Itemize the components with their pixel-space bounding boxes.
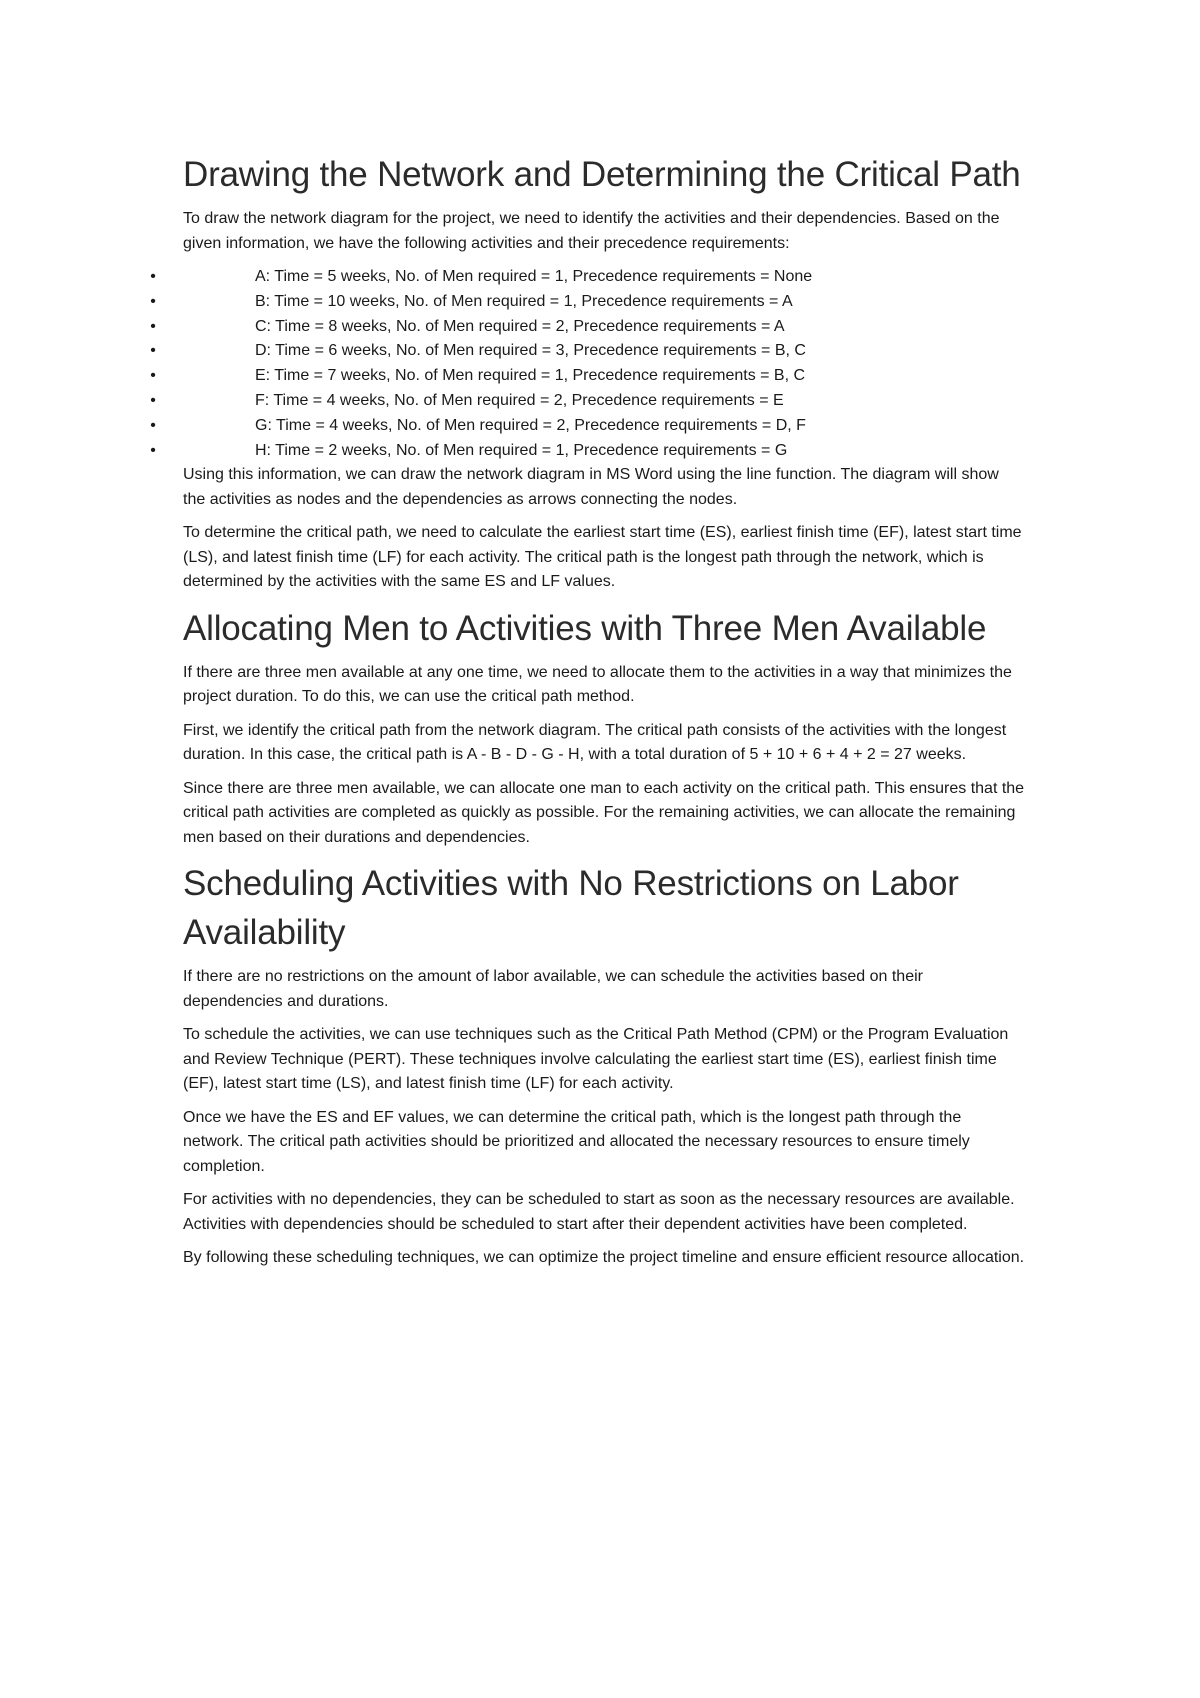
section-heading-allocating-men: Allocating Men to Activities with Three Men Available: [183, 608, 987, 648]
paragraph: First, we identify the critical path from the network diagram. The critical path consists of the activities with the longest duration. In this case, the critical path is A - B - D - G - H, with a total duration of 5 + 10 + 6 + 4 + 2 = 27 weeks.: [183, 721, 1007, 764]
list-item: • E: Time = 7 weeks, No. of Men required = 1, Precedence requirements = B, C: [183, 364, 1025, 389]
paragraph: If there are three men available at any one time, we need to allocate them to the activities in a way that minimizes the project duration. To do this, we can use the critical path method.: [183, 663, 1012, 706]
paragraph: Using this information, we can draw the network diagram in MS Word using the line function. The diagram will show the activities as nodes and the dependencies as arrows connecting the nodes.: [183, 466, 999, 508]
bullet-icon: •: [150, 342, 156, 360]
bullet-icon: •: [150, 416, 156, 434]
paragraph: By following these scheduling techniques, we can optimize the project timeline and ensure efficient resource allocation.: [183, 1249, 1025, 1267]
paragraph: Since there are three men available, we can allocate one man to each activity on the critical path. This ensures that the critical path activities are completed as quickly as possible. For the remaining activities, we can allocate the remaining men based on their durations and dependencies.: [183, 779, 1025, 846]
section-heading-critical-path: Drawing the Network and Determining the Critical Path: [183, 155, 1021, 194]
bullet-icon: •: [150, 367, 156, 385]
paragraph: To determine the critical path, we need to calculate the earliest start time (ES), earliest finish time (EF), latest start time (LS), and latest finish time (LF) for each activity. The critical path is the longest path through the network, which is determined by the activities with the same ES and LF values.: [183, 524, 1022, 591]
paragraph: If there are no restrictions on the amount of labor available, we can schedule the activities based on their dependencies and durations.: [183, 968, 923, 1010]
list-item: • D: Time = 6 weeks, No. of Men required = 3, Precedence requirements = B, C: [183, 339, 1025, 364]
list-item: • A: Time = 5 weeks, No. of Men required = 1, Precedence requirements = None: [183, 265, 1025, 290]
list-item: • F: Time = 4 weeks, No. of Men required = 2, Precedence requirements = E: [183, 389, 1025, 414]
activity-list: [150, 265, 1025, 463]
paragraph-intro: To draw the network diagram for the project, we need to identify the activities and their dependencies. Based on the given information, we have the following activities and their precedence requirements:: [183, 210, 1000, 252]
bullet-icon: •: [150, 441, 156, 459]
list-item: • H: Time = 2 weeks, No. of Men required = 1, Precedence requirements = G: [183, 439, 1025, 464]
paragraph: To schedule the activities, we can use techniques such as the Critical Path Method (CPM) or the Program Evaluation and Review Technique (PERT). These techniques involve calculating the earliest start time (ES), earliest finish time (EF), latest start time (LS), and latest finish time (LF) for each activity.: [183, 1026, 1009, 1093]
list-item: • G: Time = 4 weeks, No. of Men required = 2, Precedence requirements = D, F: [183, 414, 1025, 439]
bullet-icon: •: [150, 317, 156, 335]
document-body: [150, 150, 1025, 1280]
bullet-icon: •: [150, 268, 156, 285]
bullet-icon: •: [150, 292, 156, 310]
paragraph: Once we have the ES and EF values, we can determine the critical path, which is the longest path through the network. The critical path activities should be prioritized and allocated the necessary resources to ensure timely completion.: [183, 1108, 970, 1175]
bullet-icon: •: [150, 391, 156, 409]
paragraph: For activities with no dependencies, they can be scheduled to start as soon as the necessary resources are available. Activities with dependencies should be scheduled to start after their dependent activities have been completed.: [183, 1191, 1015, 1233]
list-item: • C: Time = 8 weeks, No. of Men required = 2, Precedence requirements = A: [183, 315, 1025, 340]
section-heading-scheduling: Scheduling Activities with No Restrictions on Labor Availability: [183, 864, 959, 953]
list-item: • B: Time = 10 weeks, No. of Men required = 1, Precedence requirements = A: [183, 290, 1025, 315]
